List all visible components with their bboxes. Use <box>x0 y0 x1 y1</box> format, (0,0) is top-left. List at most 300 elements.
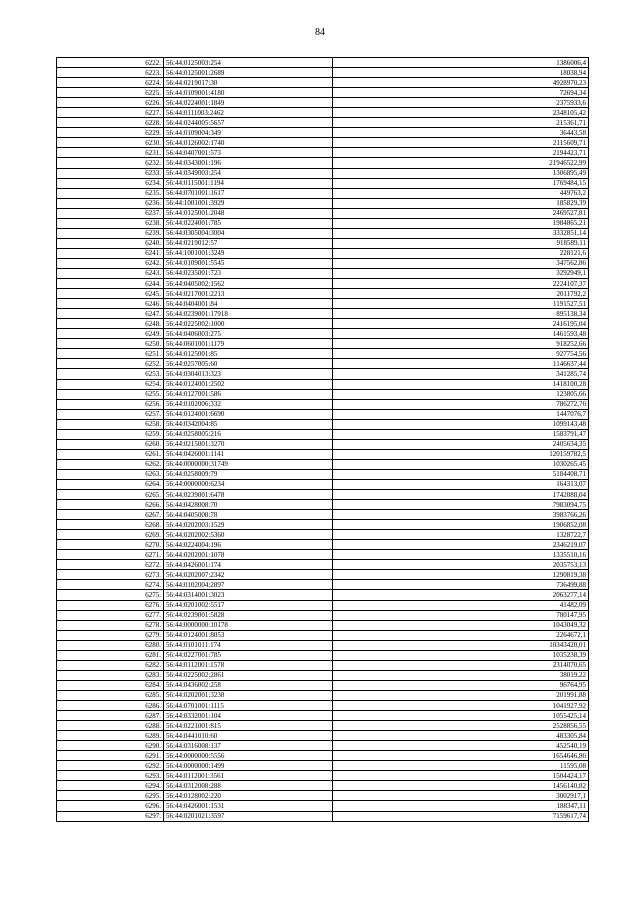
table-row <box>57 580 589 590</box>
row-number-cell: 6231. <box>57 148 164 158</box>
table-row <box>57 148 589 158</box>
row-number-cell: 6289. <box>57 731 164 741</box>
cadastral-number-cell: 56:44:0701001:1617 <box>164 188 333 198</box>
cadastral-value-cell: 2115609,71 <box>333 138 589 148</box>
table-row <box>57 791 589 801</box>
row-number-cell: 6281. <box>57 650 164 660</box>
row-number-cell: 6226. <box>57 98 164 108</box>
row-number-cell: 6266. <box>57 500 164 510</box>
cadastral-number-cell: 56:44:0316008:137 <box>164 741 333 751</box>
row-number-cell: 6235. <box>57 188 164 198</box>
cadastral-number-cell: 56:44:0239001:5828 <box>164 610 333 620</box>
cadastral-number-cell: 56:44:0109001:4180 <box>164 88 333 98</box>
table-row <box>57 289 589 299</box>
row-number-cell: 6229. <box>57 128 164 138</box>
cadastral-number-cell: 56:44:0701001:1115 <box>164 701 333 711</box>
row-number-cell: 6249. <box>57 329 164 339</box>
cadastral-number-cell: 56:44:0115001:1194 <box>164 178 333 188</box>
cadastral-number-cell: 56:44:0404001:84 <box>164 299 333 309</box>
cadastral-value-cell: 449763,2 <box>333 188 589 198</box>
cadastral-value-cell: 228121,6 <box>333 248 589 258</box>
table-row <box>57 680 589 690</box>
cadastral-number-cell: 56:44:0112001:3561 <box>164 771 333 781</box>
row-number-cell: 6267. <box>57 510 164 520</box>
row-number-cell: 6296. <box>57 801 164 811</box>
table-row <box>57 550 589 560</box>
cadastral-number-cell: 56:44:1001001:3249 <box>164 248 333 258</box>
cadastral-value-cell: 1146637,44 <box>333 359 589 369</box>
cadastral-value-cell: 780147,95 <box>333 610 589 620</box>
row-number-cell: 6269. <box>57 530 164 540</box>
table-row <box>57 500 589 510</box>
cadastral-value-cell: 2035753,13 <box>333 560 589 570</box>
table-row <box>57 168 589 178</box>
cadastral-value-cell: 1055425,14 <box>333 711 589 721</box>
cadastral-number-cell: 56:44:0312008:288 <box>164 781 333 791</box>
table-row <box>57 439 589 449</box>
cadastral-number-cell: 56:44:0441010:60 <box>164 731 333 741</box>
cadastral-value-cell: 2346219,07 <box>333 540 589 550</box>
cadastral-value-cell: 2416195,04 <box>333 319 589 329</box>
cadastral-value-cell: 1742088,04 <box>333 490 589 500</box>
table-row <box>57 459 589 469</box>
cadastral-number-cell: 56:44:0125001:2689 <box>164 68 333 78</box>
table-row <box>57 409 589 419</box>
cadastral-value-cell: 1328722,7 <box>333 530 589 540</box>
row-number-cell: 6252. <box>57 359 164 369</box>
cadastral-value-cell: 483305,84 <box>333 731 589 741</box>
cadastral-value-cell: 3002917,1 <box>333 791 589 801</box>
row-number-cell: 6260. <box>57 439 164 449</box>
table-row <box>57 108 589 118</box>
table-row <box>57 701 589 711</box>
table-row <box>57 781 589 791</box>
cadastral-number-cell: 56:44:0101011:174 <box>164 640 333 650</box>
row-number-cell: 6247. <box>57 309 164 319</box>
cadastral-value-cell: 1335510,16 <box>333 550 589 560</box>
cadastral-number-cell: 56:44:0219012:57 <box>164 238 333 248</box>
row-number-cell: 6223. <box>57 68 164 78</box>
cadastral-value-cell: 1030265,45 <box>333 459 589 469</box>
row-number-cell: 6244. <box>57 279 164 289</box>
row-number-cell: 6243. <box>57 268 164 278</box>
row-number-cell: 6276. <box>57 600 164 610</box>
table-row <box>57 228 589 238</box>
table-row <box>57 218 589 228</box>
cadastral-number-cell: 56:44:0125001:85 <box>164 349 333 359</box>
cadastral-value-cell: 895138,34 <box>333 309 589 319</box>
table-row <box>57 349 589 359</box>
cadastral-number-cell: 56:44:0258005:216 <box>164 429 333 439</box>
table-row <box>57 741 589 751</box>
cadastral-value-cell: 1041927,92 <box>333 701 589 711</box>
cadastral-value-cell: 1906852,08 <box>333 520 589 530</box>
cadastral-value-cell: 927754,56 <box>333 349 589 359</box>
cadastral-value-cell: 201991,88 <box>333 690 589 700</box>
cadastral-value-cell: 3332851,14 <box>333 228 589 238</box>
table-row <box>57 389 589 399</box>
row-number-cell: 6275. <box>57 590 164 600</box>
table-row <box>57 610 589 620</box>
row-number-cell: 6293. <box>57 771 164 781</box>
cadastral-value-cell: 452540,19 <box>333 741 589 751</box>
cadastral-number-cell: 56:44:0426001:174 <box>164 560 333 570</box>
row-number-cell: 6255. <box>57 389 164 399</box>
row-number-cell: 6228. <box>57 118 164 128</box>
cadastral-value-cell: 1043049,32 <box>333 620 589 630</box>
table-row <box>57 138 589 148</box>
table-row <box>57 670 589 680</box>
row-number-cell: 6245. <box>57 289 164 299</box>
cadastral-number-cell: 56:44:0258009:79 <box>164 469 333 479</box>
cadastral-number-cell: 56:44:0202007:2342 <box>164 570 333 580</box>
cadastral-value-cell: 2469527,81 <box>333 208 589 218</box>
table-row <box>57 238 589 248</box>
table-row <box>57 469 589 479</box>
cadastral-value-cell: 1447076,7 <box>333 409 589 419</box>
row-number-cell: 6256. <box>57 399 164 409</box>
cadastral-value-cell: 918252,66 <box>333 339 589 349</box>
cadastral-value-cell: 164313,07 <box>333 479 589 489</box>
table-row <box>57 510 589 520</box>
cadastral-number-cell: 56:44:0257005:60 <box>164 359 333 369</box>
cadastral-value-cell: 21946522,99 <box>333 158 589 168</box>
row-number-cell: 6278. <box>57 620 164 630</box>
cadastral-number-cell: 56:44:0126002:1740 <box>164 138 333 148</box>
cadastral-number-cell: 56:44:0221001:815 <box>164 721 333 731</box>
row-number-cell: 6285. <box>57 690 164 700</box>
table-row <box>57 198 589 208</box>
cadastral-number-cell: 56:44:0000000:5556 <box>164 751 333 761</box>
cadastral-value-cell: 11595,08 <box>333 761 589 771</box>
table-row <box>57 98 589 108</box>
row-number-cell: 6297. <box>57 811 164 821</box>
row-number-cell: 6230. <box>57 138 164 148</box>
cadastral-value-cell: 188347,11 <box>333 801 589 811</box>
row-number-cell: 6286. <box>57 701 164 711</box>
cadastral-number-cell: 56:44:0405008:78 <box>164 510 333 520</box>
cadastral-number-cell: 56:44:0601001:1179 <box>164 339 333 349</box>
table-row <box>57 540 589 550</box>
table-row <box>57 299 589 309</box>
cadastral-number-cell: 56:44:0405002:1562 <box>164 279 333 289</box>
row-number-cell: 6254. <box>57 379 164 389</box>
row-number-cell: 6261. <box>57 449 164 459</box>
row-number-cell: 6225. <box>57 88 164 98</box>
cadastral-number-cell: 56:44:0305004:3004 <box>164 228 333 238</box>
cadastral-number-cell: 56:44:0332001:104 <box>164 711 333 721</box>
cadastral-value-cell: 1035238,39 <box>333 650 589 660</box>
cadastral-number-cell: 56:44:0128002:220 <box>164 791 333 801</box>
table-row <box>57 690 589 700</box>
cadastral-number-cell: 56:44:0304013:323 <box>164 369 333 379</box>
cadastral-number-cell: 56:44:1001001:3929 <box>164 198 333 208</box>
cadastral-number-cell: 56:44:0202001:1078 <box>164 550 333 560</box>
row-number-cell: 6251. <box>57 349 164 359</box>
table-row <box>57 379 589 389</box>
row-number-cell: 6259. <box>57 429 164 439</box>
cadastral-value-cell: 1984865,21 <box>333 218 589 228</box>
cadastral-number-cell: 56:44:0202001:3238 <box>164 690 333 700</box>
cadastral-number-cell: 56:44:0102006:332 <box>164 399 333 409</box>
table-row <box>57 309 589 319</box>
table-row <box>57 479 589 489</box>
cadastral-value-cell: 4928970,23 <box>333 78 589 88</box>
row-number-cell: 6282. <box>57 660 164 670</box>
table-row <box>57 650 589 660</box>
row-number-cell: 6257. <box>57 409 164 419</box>
row-number-cell: 6236. <box>57 198 164 208</box>
cadastral-value-cell: 347562,86 <box>333 258 589 268</box>
cadastral-number-cell: 56:44:0124001:2502 <box>164 379 333 389</box>
row-number-cell: 6262. <box>57 459 164 469</box>
cadastral-number-cell: 56:44:0224004:196 <box>164 540 333 550</box>
cadastral-number-cell: 56:44:0201002:5517 <box>164 600 333 610</box>
cadastral-value-cell: 185829,39 <box>333 198 589 208</box>
row-number-cell: 6258. <box>57 419 164 429</box>
row-number-cell: 6237. <box>57 208 164 218</box>
cadastral-number-cell: 56:44:0217001:2213 <box>164 289 333 299</box>
row-number-cell: 6241. <box>57 248 164 258</box>
row-number-cell: 6273. <box>57 570 164 580</box>
cadastral-number-cell: 56:44:0349003:254 <box>164 168 333 178</box>
cadastral-number-cell: 56:44:0224001:785 <box>164 218 333 228</box>
row-number-cell: 6264. <box>57 479 164 489</box>
cadastral-table <box>56 57 589 822</box>
cadastral-number-cell: 56:44:0000000:6234 <box>164 479 333 489</box>
cadastral-number-cell: 56:44:0407001:573 <box>164 148 333 158</box>
table-row <box>57 208 589 218</box>
cadastral-number-cell: 56:44:0124001:6690 <box>164 409 333 419</box>
cadastral-value-cell: 38019,22 <box>333 670 589 680</box>
cadastral-value-cell: 215361,71 <box>333 118 589 128</box>
row-number-cell: 6268. <box>57 520 164 530</box>
cadastral-value-cell: 341285,74 <box>333 369 589 379</box>
row-number-cell: 6253. <box>57 369 164 379</box>
table-row <box>57 731 589 741</box>
table-row <box>57 58 589 68</box>
cadastral-value-cell: 1099143,48 <box>333 419 589 429</box>
table-row <box>57 88 589 98</box>
table-row <box>57 158 589 168</box>
cadastral-number-cell: 56:44:0125001:2048 <box>164 208 333 218</box>
row-number-cell: 6270. <box>57 540 164 550</box>
row-number-cell: 6287. <box>57 711 164 721</box>
cadastral-value-cell: 1583791,47 <box>333 429 589 439</box>
table-row <box>57 78 589 88</box>
cadastral-value-cell: 18038,94 <box>333 68 589 78</box>
cadastral-number-cell: 56:44:0314001:3023 <box>164 590 333 600</box>
cadastral-number-cell: 56:44:0124001:8053 <box>164 630 333 640</box>
cadastral-number-cell: 56:44:0125003:254 <box>164 58 333 68</box>
cadastral-value-cell: 123805,66 <box>333 389 589 399</box>
cadastral-value-cell: 1191527,51 <box>333 299 589 309</box>
cadastral-value-cell: 2375933,6 <box>333 98 589 108</box>
cadastral-number-cell: 56:44:0112001:1578 <box>164 660 333 670</box>
cadastral-number-cell: 56:44:0109001:5545 <box>164 258 333 268</box>
table-row <box>57 600 589 610</box>
cadastral-value-cell: 2264672,1 <box>333 630 589 640</box>
cadastral-value-cell: 120159782,5 <box>333 449 589 459</box>
table-body <box>57 58 589 822</box>
cadastral-value-cell: 72694,34 <box>333 88 589 98</box>
table-row <box>57 429 589 439</box>
table-row <box>57 258 589 268</box>
row-number-cell: 6239. <box>57 228 164 238</box>
table-row <box>57 248 589 258</box>
cadastral-number-cell: 56:44:0215001:3270 <box>164 439 333 449</box>
cadastral-number-cell: 56:44:0235001:723 <box>164 268 333 278</box>
cadastral-value-cell: 2011792,2 <box>333 289 589 299</box>
table-row <box>57 771 589 781</box>
cadastral-value-cell: 41482,09 <box>333 600 589 610</box>
row-number-cell: 6224. <box>57 78 164 88</box>
table-row <box>57 369 589 379</box>
cadastral-number-cell: 56:44:0239001:6478 <box>164 490 333 500</box>
table-row <box>57 801 589 811</box>
table-row <box>57 319 589 329</box>
cadastral-number-cell: 56:44:0224001:1849 <box>164 98 333 108</box>
cadastral-number-cell: 56:44:0201021:3597 <box>164 811 333 821</box>
cadastral-number-cell: 56:44:0428008:70 <box>164 500 333 510</box>
row-number-cell: 6274. <box>57 580 164 590</box>
table-row <box>57 630 589 640</box>
table-row <box>57 660 589 670</box>
cadastral-number-cell: 56:44:0426001:1141 <box>164 449 333 459</box>
table-row <box>57 570 589 580</box>
row-number-cell: 6222. <box>57 58 164 68</box>
cadastral-value-cell: 918589,11 <box>333 238 589 248</box>
row-number-cell: 6290. <box>57 741 164 751</box>
cadastral-value-cell: 1306895,49 <box>333 168 589 178</box>
cadastral-number-cell: 56:44:0406003:275 <box>164 329 333 339</box>
table-row <box>57 560 589 570</box>
table-row <box>57 490 589 500</box>
cadastral-number-cell: 56:44:0436002:258 <box>164 680 333 690</box>
cadastral-value-cell: 7983094,75 <box>333 500 589 510</box>
table-row <box>57 178 589 188</box>
table-row <box>57 339 589 349</box>
cadastral-value-cell: 7159617,74 <box>333 811 589 821</box>
row-number-cell: 6292. <box>57 761 164 771</box>
table-row <box>57 359 589 369</box>
cadastral-value-cell: 1290819,38 <box>333 570 589 580</box>
table-row <box>57 590 589 600</box>
row-number-cell: 6238. <box>57 218 164 228</box>
cadastral-value-cell: 786272,76 <box>333 399 589 409</box>
cadastral-number-cell: 56:44:0225002:2861 <box>164 670 333 680</box>
row-number-cell: 6232. <box>57 158 164 168</box>
cadastral-number-cell: 56:44:0000000:1499 <box>164 761 333 771</box>
row-number-cell: 6234. <box>57 178 164 188</box>
row-number-cell: 6227. <box>57 108 164 118</box>
cadastral-number-cell: 56:44:0239001:17918 <box>164 309 333 319</box>
cadastral-value-cell: 3983766,26 <box>333 510 589 520</box>
cadastral-number-cell: 56:44:0244005:5657 <box>164 118 333 128</box>
row-number-cell: 6242. <box>57 258 164 268</box>
cadastral-number-cell: 56:44:0000000:10178 <box>164 620 333 630</box>
row-number-cell: 6248. <box>57 319 164 329</box>
row-number-cell: 6295. <box>57 791 164 801</box>
cadastral-value-cell: 2224107,37 <box>333 279 589 289</box>
cadastral-value-cell: 2194423,71 <box>333 148 589 158</box>
cadastral-number-cell: 56:44:0219017:30 <box>164 78 333 88</box>
row-number-cell: 6294. <box>57 781 164 791</box>
table-row <box>57 761 589 771</box>
table-row <box>57 128 589 138</box>
row-number-cell: 6283. <box>57 670 164 680</box>
page-number: 84 <box>315 27 325 38</box>
table-row <box>57 419 589 429</box>
cadastral-value-cell: 2528856,55 <box>333 721 589 731</box>
row-number-cell: 6291. <box>57 751 164 761</box>
row-number-cell: 6263. <box>57 469 164 479</box>
table-row <box>57 530 589 540</box>
cadastral-value-cell: 736499,88 <box>333 580 589 590</box>
table-row <box>57 279 589 289</box>
cadastral-value-cell: 1418100,28 <box>333 379 589 389</box>
table-row <box>57 188 589 198</box>
table-row <box>57 118 589 128</box>
cadastral-number-cell: 56:44:0227001:785 <box>164 650 333 660</box>
cadastral-number-cell: 56:44:0202002:5360 <box>164 530 333 540</box>
cadastral-value-cell: 2405634,35 <box>333 439 589 449</box>
cadastral-value-cell: 1461593,48 <box>333 329 589 339</box>
table-row <box>57 520 589 530</box>
cadastral-value-cell: 5184408,71 <box>333 469 589 479</box>
table-row <box>57 711 589 721</box>
row-number-cell: 6271. <box>57 550 164 560</box>
row-number-cell: 6280. <box>57 640 164 650</box>
row-number-cell: 6288. <box>57 721 164 731</box>
row-number-cell: 6277. <box>57 610 164 620</box>
table-row <box>57 329 589 339</box>
row-number-cell: 6265. <box>57 490 164 500</box>
cadastral-value-cell: 96764,95 <box>333 680 589 690</box>
row-number-cell: 6250. <box>57 339 164 349</box>
row-number-cell: 6279. <box>57 630 164 640</box>
cadastral-number-cell: 56:44:0127001:586 <box>164 389 333 399</box>
table-row <box>57 640 589 650</box>
cadastral-value-cell: 2063277,14 <box>333 590 589 600</box>
table-row <box>57 620 589 630</box>
cadastral-number-cell: 56:44:0000000:31749 <box>164 459 333 469</box>
table-row <box>57 751 589 761</box>
cadastral-value-cell: 1769484,15 <box>333 178 589 188</box>
cadastral-number-cell: 56:44:0342004:85 <box>164 419 333 429</box>
row-number-cell: 6284. <box>57 680 164 690</box>
table-row <box>57 811 589 821</box>
cadastral-number-cell: 56:44:0202003:1529 <box>164 520 333 530</box>
cadastral-value-cell: 2348105,42 <box>333 108 589 118</box>
cadastral-value-cell: 10343420,01 <box>333 640 589 650</box>
cadastral-value-cell: 1504424,17 <box>333 771 589 781</box>
row-number-cell: 6272. <box>57 560 164 570</box>
cadastral-number-cell: 56:44:0343001:196 <box>164 158 333 168</box>
cadastral-number-cell: 56:44:0111003:2462 <box>164 108 333 118</box>
cadastral-number-cell: 56:44:0426001:1531 <box>164 801 333 811</box>
cadastral-value-cell: 36443,58 <box>333 128 589 138</box>
cadastral-value-cell: 3292949,1 <box>333 268 589 278</box>
cadastral-value-cell: 2314070,65 <box>333 660 589 670</box>
table-row <box>57 399 589 409</box>
table-row <box>57 721 589 731</box>
table-row <box>57 449 589 459</box>
cadastral-number-cell: 56:44:0225002:1000 <box>164 319 333 329</box>
row-number-cell: 6233. <box>57 168 164 178</box>
table-row <box>57 68 589 78</box>
table-row <box>57 268 589 278</box>
